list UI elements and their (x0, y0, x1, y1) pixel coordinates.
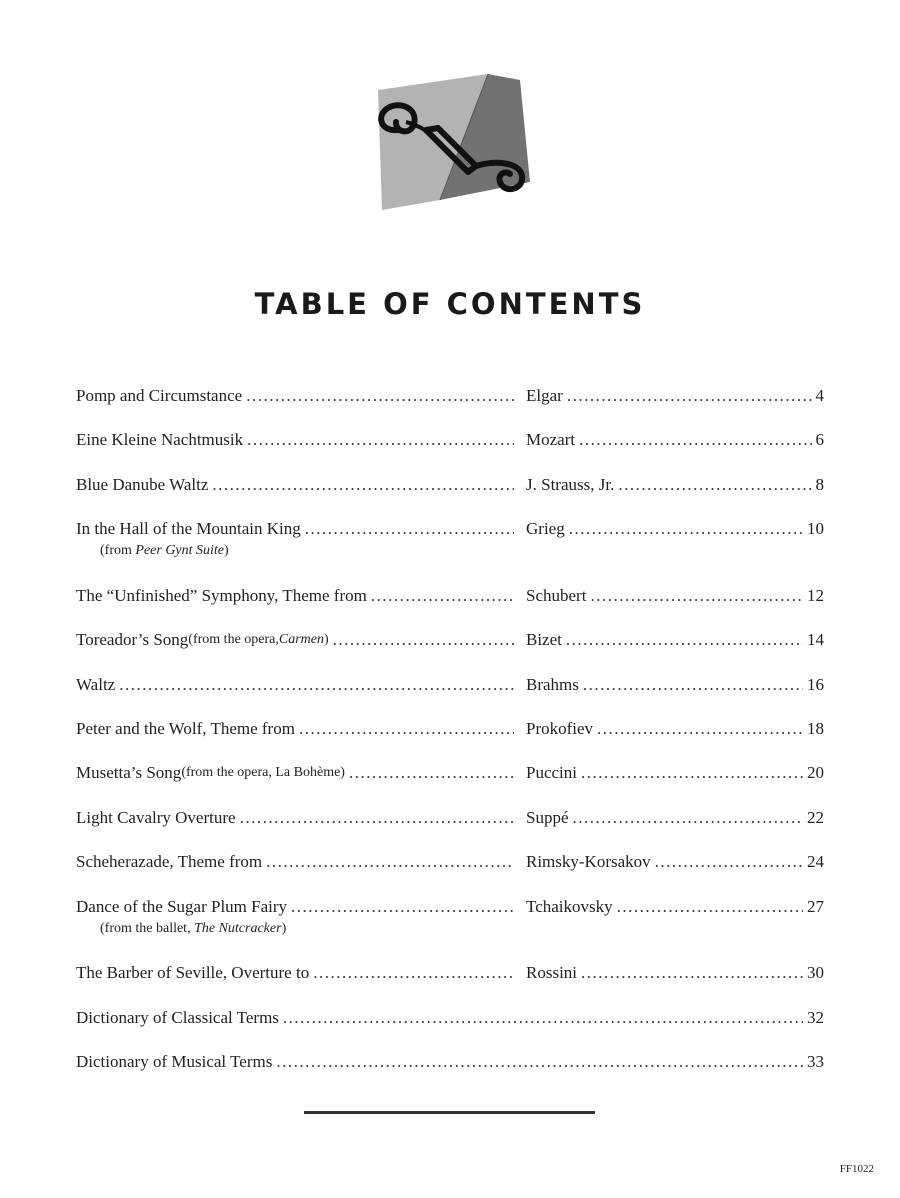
toc-row (76, 961, 824, 985)
entry-subtitle-italic: The Nutcracker (194, 921, 282, 936)
leader-dots (247, 428, 514, 452)
entry-title-note-italic: Carmen (278, 632, 324, 647)
entry-composer: Puccini (526, 763, 577, 782)
entry-page: 30 (807, 963, 824, 982)
entry-title: Light Cavalry Overture (76, 808, 236, 827)
toc-row (76, 673, 824, 697)
entry-page: 12 (807, 586, 824, 605)
toc-composer-cell (526, 961, 824, 985)
leader-dots (291, 895, 514, 919)
entry-page: 18 (807, 719, 824, 738)
entry-title: Toreador’s Song (76, 630, 189, 649)
entry-title-note-end: ) (324, 632, 329, 647)
toc-row (76, 850, 824, 874)
entry-title: The Barber of Seville, Overture to (76, 963, 310, 982)
toc-title-cell (76, 961, 518, 985)
toc-title-cell (76, 1050, 824, 1074)
leader-dots (283, 1006, 803, 1030)
entry-page: 8 (815, 475, 824, 494)
toc-title-cell (76, 1006, 824, 1030)
toc-title-cell (76, 717, 518, 741)
toc-title-cell (76, 628, 518, 652)
entry-subtitle (76, 541, 229, 561)
toc-composer-cell (526, 717, 824, 741)
entry-title: Scheherazade, Theme from (76, 852, 263, 871)
toc-composer-cell (526, 584, 824, 608)
entry-composer: Schubert (526, 586, 587, 605)
entry-title: Dictionary of Musical Terms (76, 1052, 273, 1071)
leader-dots (246, 384, 514, 408)
toc-row (76, 1006, 824, 1030)
entry-title: Eine Kleine Nachtmusik (76, 430, 244, 449)
entry-page: 32 (807, 1008, 824, 1027)
leader-dots (567, 384, 812, 408)
toc-row (76, 428, 824, 452)
toc-composer-cell (526, 628, 824, 652)
entry-composer: Elgar (526, 386, 563, 405)
entry-subtitle-suffix: ) (224, 543, 229, 558)
leader-dots (266, 850, 514, 874)
toc-row (76, 761, 824, 785)
leader-dots (581, 961, 803, 985)
toc-row (76, 806, 824, 830)
toc-composer-cell (526, 850, 824, 874)
leader-dots (569, 517, 803, 541)
toc-title-cell (76, 473, 518, 497)
entry-composer: Brahms (526, 675, 579, 694)
entry-composer: Mozart (526, 430, 576, 449)
entry-composer: Tchaikovsky (526, 897, 613, 916)
toc-row (76, 473, 824, 497)
leader-dots (597, 717, 803, 741)
entry-composer: Rossini (526, 963, 578, 982)
leader-dots (333, 628, 514, 652)
entry-subtitle-italic: Peer Gynt Suite (135, 543, 225, 558)
leader-dots (276, 1050, 803, 1074)
entry-title: Blue Danube Waltz (76, 475, 209, 494)
entry-composer: Bizet (526, 630, 562, 649)
toc-composer-cell (526, 673, 824, 697)
entry-subtitle-suffix: ) (281, 921, 287, 936)
toc-composer-cell (526, 761, 824, 785)
leader-dots (566, 628, 803, 652)
entry-composer: Suppé (526, 808, 569, 827)
toc-title-cell (76, 673, 518, 697)
leader-dots (349, 761, 514, 785)
entry-title: Musetta’s Song (76, 763, 182, 782)
entry-page: 22 (807, 808, 824, 827)
toc-title-cell (76, 895, 518, 919)
entry-page: 33 (807, 1052, 824, 1071)
toc-row (76, 384, 824, 408)
leader-dots (590, 584, 803, 608)
entry-page: 6 (815, 430, 824, 449)
entry-composer: Grieg (526, 519, 565, 538)
entry-title-note: (from the opera, (188, 632, 279, 647)
leader-dots (371, 584, 514, 608)
leader-dots (583, 673, 803, 697)
catalog-code: FF1022 (839, 1163, 874, 1175)
page-title: TABLE OF CONTENTS (254, 287, 646, 321)
entry-subtitle-prefix: (from the ballet, (100, 921, 195, 936)
toc-title-cell (76, 761, 518, 785)
toc-title-cell (76, 806, 518, 830)
leader-dots (617, 895, 803, 919)
leader-dots (299, 717, 514, 741)
toc-row (76, 1050, 824, 1074)
entry-subtitle-prefix: (from (100, 543, 136, 558)
leader-dots (579, 428, 811, 452)
leader-dots (119, 673, 514, 697)
treble-ornament-logo (370, 70, 535, 215)
toc-row (76, 584, 824, 608)
leader-dots (313, 961, 514, 985)
leader-dots (212, 473, 514, 497)
entry-page: 16 (807, 675, 824, 694)
entry-title-note: (from the opera, La Bohème) (181, 765, 345, 780)
leader-dots (581, 761, 803, 785)
leader-dots (618, 473, 811, 497)
divider (304, 1111, 595, 1114)
entry-title: Dictionary of Classical Terms (76, 1008, 279, 1027)
entry-title: Waltz (76, 675, 116, 694)
toc-row (76, 895, 824, 919)
leader-dots (655, 850, 803, 874)
toc-composer-cell (526, 806, 824, 830)
entry-title: Pomp and Circumstance (76, 386, 243, 405)
entry-composer: Prokofiev (526, 719, 594, 738)
leader-dots (573, 806, 804, 830)
entry-title: The “Unfinished” Symphony, Theme from (76, 586, 367, 605)
toc-title-cell (76, 850, 518, 874)
entry-page: 24 (807, 852, 824, 871)
toc-composer-cell (526, 428, 824, 452)
toc-composer-cell (526, 473, 824, 497)
entry-composer: J. Strauss, Jr. (526, 475, 615, 494)
entry-page: 4 (815, 386, 824, 405)
toc-row (76, 717, 824, 741)
entry-title: In the Hall of the Mountain King (76, 519, 301, 538)
toc-title-cell (76, 384, 518, 408)
entry-subtitle (76, 919, 286, 939)
entry-page: 14 (807, 630, 824, 649)
leader-dots (240, 806, 514, 830)
entry-page: 27 (807, 897, 824, 916)
entry-title: Peter and the Wolf, Theme from (76, 719, 295, 738)
entry-page: 10 (807, 519, 824, 538)
entry-page: 20 (807, 763, 824, 782)
toc-title-cell (76, 428, 518, 452)
toc-row (76, 517, 824, 541)
toc-composer-cell (526, 384, 824, 408)
entry-title: Dance of the Sugar Plum Fairy (76, 897, 288, 916)
toc-composer-cell (526, 895, 824, 919)
leader-dots (305, 517, 514, 541)
toc-title-cell (76, 584, 518, 608)
toc-title-cell (76, 517, 518, 541)
entry-composer: Rimsky-Korsakov (526, 852, 651, 871)
toc-composer-cell (526, 517, 824, 541)
toc-row (76, 628, 824, 652)
